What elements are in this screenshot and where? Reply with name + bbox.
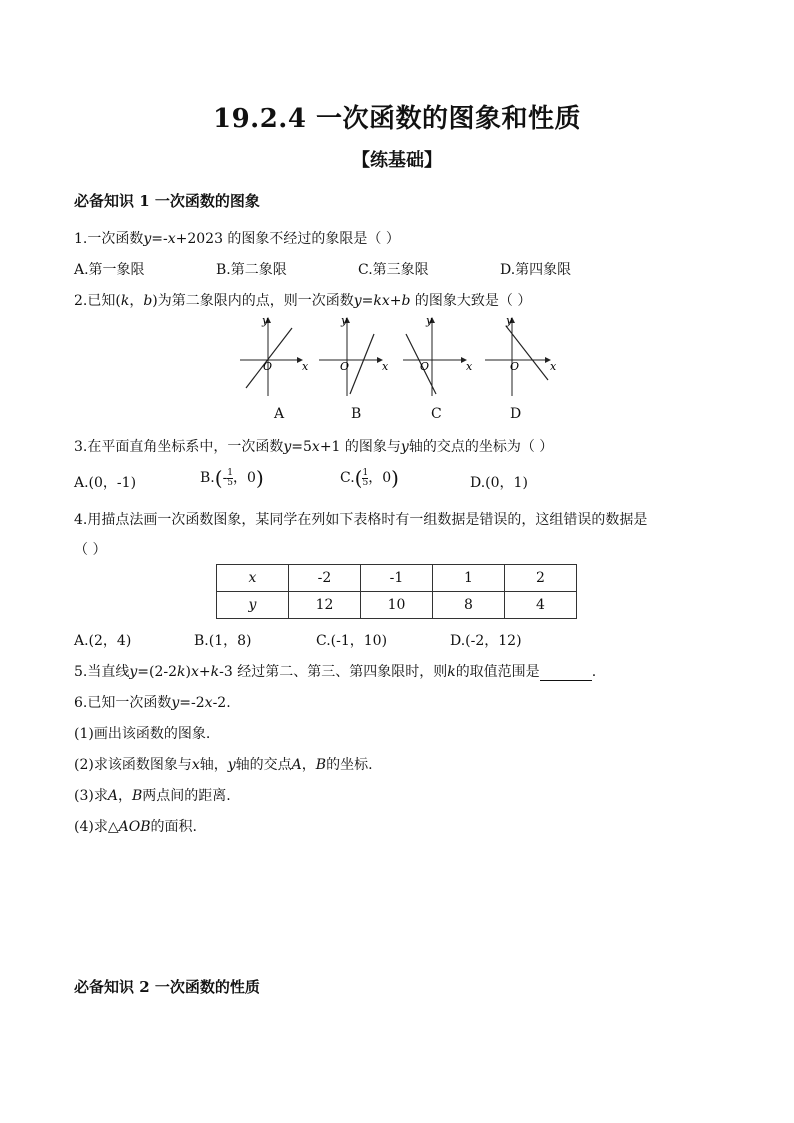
graph-b — [319, 314, 389, 396]
question-4: 4.用描点法画一次函数图象，某同学在列如下表格时有一组数据是错误的，这组错误的数据是 — [74, 512, 648, 528]
q6-var: x — [191, 757, 200, 773]
table-row-x — [217, 565, 577, 592]
graph-a-origin: O — [263, 360, 273, 373]
q1-option-a: A.第一象限 — [74, 262, 145, 278]
graph-a — [240, 314, 309, 396]
graph-d-origin: O — [510, 360, 520, 373]
q5-text: 的取值范围是 — [455, 664, 540, 680]
q6-part-3 — [74, 785, 231, 805]
table-row-y — [217, 592, 577, 619]
table-cell: -2 — [289, 565, 361, 592]
table-cell — [217, 592, 289, 619]
q6-text: -2. — [212, 695, 231, 711]
graph-b-origin: O — [340, 360, 350, 373]
q5-var: k — [210, 664, 220, 680]
q3-var: y — [400, 439, 409, 455]
graph-d-axis-y: y — [506, 314, 513, 327]
graph-c-axis-y: y — [426, 314, 433, 327]
q6-var: A — [107, 788, 118, 804]
q5-var: y — [129, 664, 138, 680]
table-cell: 2 — [505, 565, 577, 592]
graph-label-d: D — [510, 406, 522, 422]
q5-var: x — [190, 664, 199, 680]
graph-label-a: A — [274, 406, 285, 422]
q3-text: 轴的交点的坐标为（ ） — [408, 439, 554, 455]
graph-a-axis-y: y — [262, 314, 269, 327]
q4-option-c: C.(-1，10) — [316, 633, 388, 649]
table-header-x: x — [248, 570, 257, 586]
q2-formula: y=kx+b — [353, 293, 411, 309]
q5-text: 5.当直线 — [74, 664, 130, 680]
table-header-y: y — [248, 597, 257, 613]
table-cell: 1 — [433, 565, 505, 592]
q1-option-b: B.第二象限 — [216, 262, 287, 278]
q4-option-d: D.(-2，12) — [450, 633, 522, 649]
q2-var-k: k — [120, 293, 130, 309]
q6-text: (2)求该函数图象与 — [74, 757, 192, 773]
q6-text: ， — [117, 788, 132, 804]
question-6 — [74, 692, 231, 712]
question-5 — [74, 661, 596, 681]
table-cell: 4 — [505, 592, 577, 619]
q5-var: k — [177, 664, 186, 680]
question-4-answer-paren: （ ） — [74, 542, 107, 558]
q3-text: 3.在平面直角坐标系中，一次函数 — [74, 439, 284, 455]
graph-c-origin: O — [420, 360, 430, 373]
graph-c-axis-x: x — [466, 360, 473, 373]
q6-var: x — [204, 695, 213, 711]
q6-text: 6.已知一次函数 — [74, 695, 172, 711]
q3-var: x — [311, 439, 320, 455]
question-1 — [74, 228, 400, 248]
table-cell — [217, 565, 289, 592]
q3-option-a: A.(0，-1) — [74, 475, 137, 491]
q5-var: k — [447, 664, 456, 680]
table-cell: -1 — [361, 565, 433, 592]
q6-text: (4)求△ — [74, 819, 119, 835]
q3-option-d: D.(0，1) — [470, 475, 528, 491]
graph-a-axis-x: x — [302, 360, 309, 373]
q6-text: 的坐标. — [326, 757, 373, 773]
table-cell: 10 — [361, 592, 433, 619]
q6-var: B — [315, 757, 327, 773]
q6-part-4 — [74, 816, 197, 836]
q6-text: 两点间的距离. — [142, 788, 231, 804]
table-cell: 8 — [433, 592, 505, 619]
fraction-numerator: 1 — [227, 467, 234, 478]
q6-text: 轴， — [199, 757, 228, 773]
graph-b-axis-y: y — [341, 314, 348, 327]
graph-a-line — [246, 328, 292, 388]
graph-label-b: B — [351, 406, 362, 422]
q1-formula: y=-x — [143, 231, 176, 247]
q5-text: + — [198, 664, 211, 680]
q1-suffix: +2023 的图象不经过的象限是（ ） — [175, 231, 400, 247]
q3-text: =5 — [291, 439, 312, 455]
q4-data-table — [216, 564, 577, 619]
q6-var: y — [171, 695, 180, 711]
graph-b-axis-x: x — [382, 360, 389, 373]
q3-option-c: C.( $\frac{1}{5}$ ，0) — [340, 466, 399, 490]
q5-text: . — [591, 664, 597, 680]
q3-option-c-prefix: C. — [340, 470, 355, 486]
graph-c — [403, 314, 473, 396]
q1-option-c: C.第三象限 — [358, 262, 429, 278]
q6-part-1: (1)画出该函数的图象. — [74, 726, 211, 742]
q1-option-d: D.第四象限 — [500, 262, 572, 278]
section-heading-1: 必备知识 1 一次函数的图象 — [74, 192, 260, 210]
q3-option-c-rest: ，0 — [368, 470, 392, 486]
graph-label-c: C — [431, 406, 442, 422]
q3-option-b-rest: ，0 — [233, 470, 256, 486]
question-3 — [74, 436, 553, 456]
graph-b-line — [350, 334, 374, 394]
q6-text: ， — [301, 757, 316, 773]
q3-var: y — [283, 439, 292, 455]
table-cell: 12 — [289, 592, 361, 619]
q3-option-b-sign: - — [222, 470, 228, 486]
section-heading-2: 必备知识 2 一次函数的性质 — [74, 978, 260, 996]
q2-text: )为第二象限内的点，则一次函数 — [152, 293, 354, 309]
q2-text: ， — [129, 293, 144, 309]
q6-part-2 — [74, 754, 373, 774]
question-2 — [74, 290, 531, 310]
q4-option-a: A.(2，4) — [74, 633, 132, 649]
q5-text: -3 经过第二、第三、第四象限时，则 — [219, 664, 448, 680]
q2-var-b: b — [143, 293, 153, 309]
fraction-numerator: 1 — [362, 467, 369, 478]
q5-answer-blank[interactable] — [540, 666, 592, 681]
q3-text: +1 的图象与 — [319, 439, 401, 455]
page-title: 19.2.4 一次函数的图象和性质 — [212, 104, 582, 134]
q3-option-b: B.(- $\frac{1}{5}$ ，0) — [200, 466, 264, 490]
fraction-denominator: 5 — [362, 477, 369, 488]
q6-var: AOB — [118, 819, 151, 835]
graph-d-axis-x: x — [550, 360, 557, 373]
q4-option-b: B.(1，8) — [194, 633, 252, 649]
q6-text: 的面积. — [150, 819, 197, 835]
q6-var: A — [291, 757, 302, 773]
graph-d — [485, 314, 557, 396]
fraction-denominator: 5 — [227, 477, 234, 488]
q6-text: (3)求 — [74, 788, 108, 804]
q6-text: 轴的交点 — [235, 757, 292, 773]
q2-text: 的图象大致是（ ） — [410, 293, 532, 309]
q6-var: y — [227, 757, 236, 773]
q6-var: B — [131, 788, 143, 804]
q6-text: =-2 — [179, 695, 205, 711]
page-subtitle: 【练基础】 — [352, 150, 442, 171]
q3-option-b-prefix: B. — [200, 470, 215, 486]
q2-text: 2.已知( — [74, 293, 121, 309]
q5-text: =(2-2 — [137, 664, 178, 680]
q1-prefix: 1.一次函数 — [74, 231, 144, 247]
q5-text: ) — [185, 664, 191, 680]
